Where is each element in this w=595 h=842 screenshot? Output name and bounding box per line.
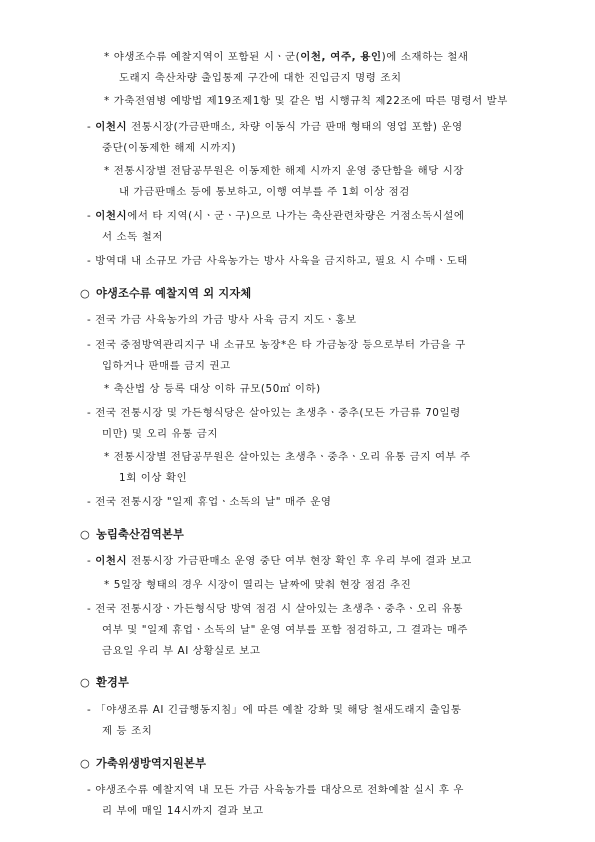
text-segment: 리 부에 매일 14시까지 결과 보고 <box>102 805 264 817</box>
body-text-line <box>102 427 218 441</box>
body-text-line <box>87 254 468 268</box>
text-segment: - 전국 전통시장 "일제 휴업ㆍ소독의 날" 매주 운영 <box>87 496 332 508</box>
text-segment: - <box>87 121 96 133</box>
text-segment: - 「야생조류 AI 긴급행동지침」에 따른 예찰 강화 및 해당 철새도래지 출입통 <box>87 704 462 716</box>
circle-bullet-icon: ○ <box>80 287 90 300</box>
text-segment: - 전국 가금 사육농가의 가금 방사 사육 금지 지도ㆍ홍보 <box>87 314 357 326</box>
text-segment: 환경부 <box>96 676 130 689</box>
body-text-line <box>87 120 463 134</box>
text-segment: 제 등 조치 <box>102 725 153 737</box>
body-text-line <box>104 50 469 64</box>
body-text-line <box>119 71 402 85</box>
section-heading <box>80 757 206 771</box>
section-heading <box>80 287 251 301</box>
text-segment: * 축산법 상 등록 대상 이하 규모(50㎡ 이하) <box>104 383 321 395</box>
body-text-line <box>102 623 468 637</box>
circle-bullet-icon: ○ <box>80 676 90 689</box>
emphasized-text: 이천, 여주, 용인 <box>300 51 382 63</box>
body-text-line <box>87 495 332 509</box>
body-text-line <box>87 602 463 616</box>
body-text-line <box>102 359 231 373</box>
body-text-line <box>102 804 264 818</box>
emphasized-text: 이천시 <box>95 555 128 567</box>
text-segment: 가축위생방역지원본부 <box>96 757 207 770</box>
text-segment: - 야생조수류 예찰지역 내 모든 가금 사육농가를 대상으로 전화예찰 실시 후 우 <box>87 784 465 796</box>
text-segment: - <box>87 555 96 567</box>
text-segment: 서 소독 철저 <box>102 231 163 243</box>
text-segment: - 전국 전통시장 및 가든형식당은 살아있는 초생추ㆍ중추(모든 가금류 70일령 <box>87 407 461 419</box>
text-segment: - 방역대 내 소규모 가금 사육농가는 방사 사육을 금지하고, 필요 시 수매ㆍ도태 <box>87 255 468 267</box>
text-segment: * 야생조수류 예찰지역이 포함된 시ㆍ군( <box>104 51 301 63</box>
text-segment: 전통시장 가금판매소 운영 중단 여부 현장 확인 후 우리 부에 결과 보고 <box>127 555 472 567</box>
body-text-line <box>104 578 411 592</box>
body-text-line <box>104 94 508 108</box>
body-text-line <box>87 783 464 797</box>
body-text-line <box>87 703 462 717</box>
circle-bullet-icon: ○ <box>80 757 90 770</box>
text-segment: - 전국 전통시장ㆍ가든형식당 방역 점검 시 살아있는 초생추ㆍ중추ㆍ오리 유통 <box>87 603 463 615</box>
body-text-line <box>104 450 471 464</box>
text-segment: - 전국 중점방역관리지구 내 소규모 농장*은 타 가금농장 등으로부터 가금을 구 <box>87 339 466 351</box>
section-heading <box>80 676 129 690</box>
body-text-line <box>87 313 357 327</box>
text-segment: 에서 타 지역(시ㆍ군ㆍ구)으로 나가는 축산관련차량은 거점소독시설에 <box>127 210 465 222</box>
body-text-line <box>119 471 187 485</box>
text-segment: 미만) 및 오리 유통 금지 <box>102 428 219 440</box>
body-text-line <box>102 230 163 244</box>
text-segment: 1회 이상 확인 <box>119 472 188 484</box>
text-segment: * 가축전염병 예방법 제19조제1항 및 같은 법 시행규칙 제22조에 따른 명령서 발부 <box>104 95 508 107</box>
body-text-line <box>102 644 261 658</box>
text-segment: 내 가금판매소 등에 통보하고, 이행 여부를 주 1회 이상 점검 <box>119 186 410 198</box>
text-segment: * 전통시장별 전담공무원은 살아있는 초생추ㆍ중추ㆍ오리 유통 금지 여부 주 <box>104 451 471 463</box>
text-segment: - <box>87 210 96 222</box>
circle-bullet-icon: ○ <box>80 528 90 541</box>
text-segment: 입하거나 판매를 금지 권고 <box>102 360 231 372</box>
text-segment: 도래지 축산차량 출입통제 구간에 대한 진입금지 명령 조치 <box>119 72 402 84</box>
body-text-line <box>104 382 321 396</box>
body-text-line <box>87 209 465 223</box>
text-segment: 금요일 우리 부 AI 상황실로 보고 <box>102 645 261 657</box>
body-text-line <box>102 141 236 155</box>
body-text-line <box>104 164 464 178</box>
body-text-line <box>119 185 410 199</box>
text-segment: )에 소재하는 철새 <box>381 51 469 63</box>
text-segment: * 5일장 형태의 경우 시장이 열리는 날짜에 맞춰 현장 점검 추진 <box>104 579 412 591</box>
emphasized-text: 이천시 <box>95 210 128 222</box>
text-segment: 여부 및 "일제 휴업ㆍ소독의 날" 운영 여부를 포함 점검하고, 그 결과는 매주 <box>102 624 469 636</box>
body-text-line <box>102 724 152 738</box>
body-text-line <box>87 406 461 420</box>
section-heading <box>80 528 184 542</box>
text-segment: 전통시장(가금판매소, 차량 이동식 가금 판매 형태의 영업 포함) 운영 <box>127 121 463 133</box>
text-segment: 농림축산검역본부 <box>96 528 185 541</box>
emphasized-text: 이천시 <box>95 121 128 133</box>
text-segment: 중단(이동제한 해제 시까지) <box>102 142 237 154</box>
text-segment: * 전통시장별 전담공무원은 이동제한 해제 시까지 운영 중단함을 해당 시장 <box>104 165 465 177</box>
body-text-line <box>87 554 472 568</box>
body-text-line <box>87 338 466 352</box>
text-segment: 야생조수류 예찰지역 외 지자체 <box>96 287 252 300</box>
